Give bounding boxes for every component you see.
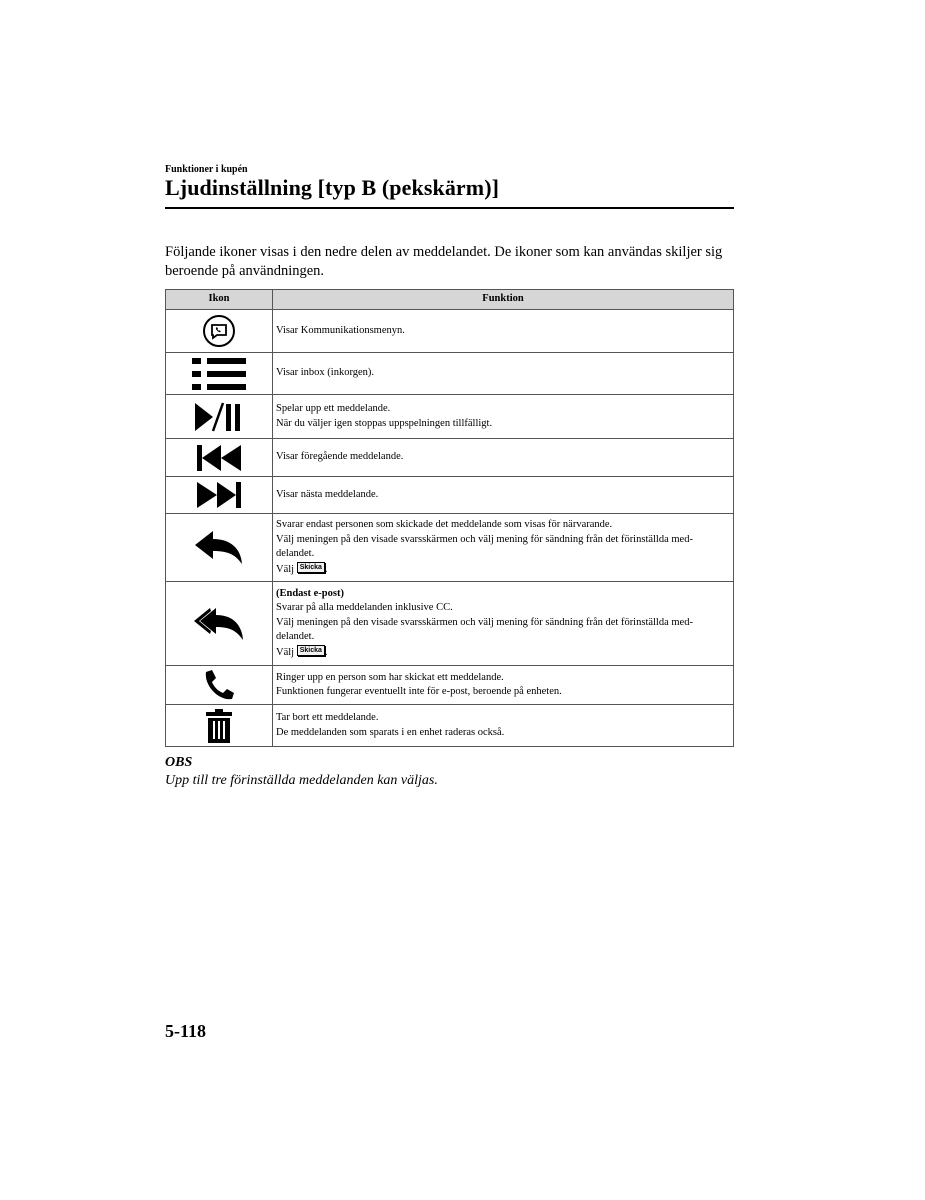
table-row <box>166 439 734 477</box>
function-text-bold: (Endast e-post) <box>276 587 344 599</box>
reply-all-icon <box>194 607 244 641</box>
column-header-icon: Ikon <box>166 290 273 310</box>
function-text: delandet. <box>276 548 315 559</box>
skicka-button-image: Skicka <box>297 645 325 656</box>
function-text: Välj meningen på den visade svarsskärmen och välj mening för sändning från det förinställda med- <box>276 616 693 628</box>
previous-icon <box>197 445 241 471</box>
function-text: delandet. <box>276 631 315 643</box>
table-row <box>166 395 734 439</box>
table-row <box>166 477 734 514</box>
intro-paragraph: Följande ikoner visas i den nedre delen av meddelandet. De ikoner som kan användas skiljer sig beroende på användningen. <box>165 244 723 279</box>
section-label: Funktioner i kupén <box>165 164 248 175</box>
note-title: OBS <box>165 755 193 770</box>
function-text: Svarar endast personen som skickade det meddelande som visas för närvarande. <box>276 519 613 530</box>
table-row <box>166 310 734 353</box>
function-text: Välj meningen på den visade svarsskärmen och välj mening för sändning från det förinställda med- <box>276 533 693 545</box>
phone-icon <box>203 670 235 700</box>
function-text: Välj Skicka . <box>276 563 328 575</box>
page-number: 5-118 <box>165 1021 207 1041</box>
next-icon <box>197 482 241 508</box>
function-text: Välj Skicka . <box>276 646 328 658</box>
table-row <box>166 582 734 666</box>
function-text: Visar Kommunikationsmenyn. <box>276 324 405 336</box>
table-row <box>166 666 734 705</box>
play-pause-icon <box>195 401 243 433</box>
choose-text: Välj <box>276 563 295 575</box>
function-text: Ringer upp en person som har skickat ett meddelande. <box>276 671 504 683</box>
table-row <box>166 705 734 747</box>
choose-text: Välj <box>276 646 295 658</box>
page-title: Ljudinställning [typ B (pekskärm)] <box>165 175 500 200</box>
function-text: Svarar på alla meddelanden inklusive CC. <box>276 602 453 614</box>
title-rule <box>165 207 734 209</box>
function-text: Funktionen fungerar eventuellt inte för e-post, beroende på enheten. <box>276 686 562 697</box>
function-text: Visar nästa meddelande. <box>276 488 379 500</box>
icon-table <box>165 289 734 747</box>
table-row <box>166 514 734 582</box>
function-text: Visar inbox (inkorgen). <box>276 367 375 379</box>
function-text: Visar föregående meddelande. <box>276 451 404 463</box>
function-text: Tar bort ett meddelande. <box>276 712 379 723</box>
table-header-row <box>166 290 734 310</box>
trash-icon <box>206 709 232 743</box>
function-text: De meddelanden som sparats i en enhet raderas också. <box>276 726 505 738</box>
column-header-function: Funktion <box>273 290 734 310</box>
reply-icon <box>195 531 243 565</box>
table-row <box>166 353 734 395</box>
function-text: Spelar upp ett meddelande. <box>276 403 391 414</box>
list-icon <box>192 357 246 391</box>
skicka-button-image: Skicka <box>297 562 325 573</box>
function-text: När du väljer igen stoppas uppspelningen tillfälligt. <box>276 417 493 429</box>
note-text: Upp till tre förinställda meddelanden kan väljas. <box>165 773 438 788</box>
communication-icon <box>202 314 236 348</box>
